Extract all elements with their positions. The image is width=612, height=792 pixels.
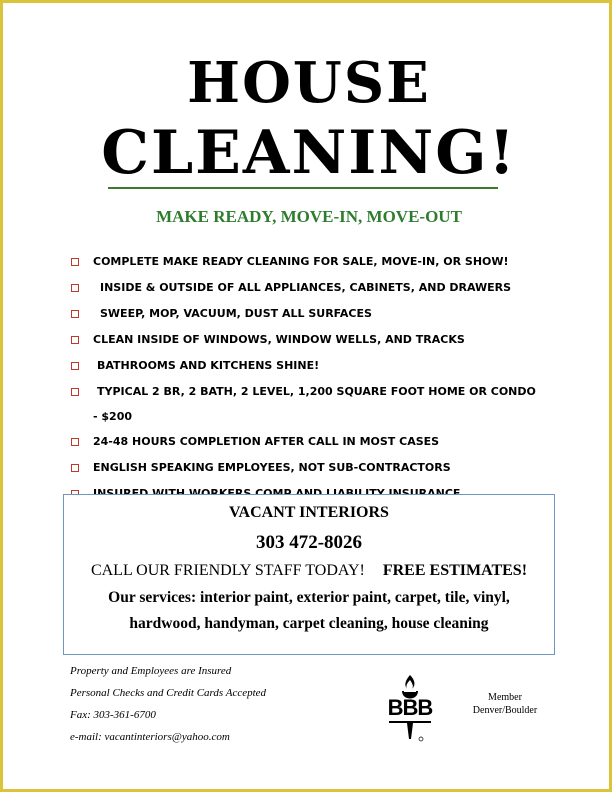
- list-item-text: 24-48 HOURS COMPLETION AFTER CALL IN MOST CASES: [93, 435, 440, 448]
- list-item: [71, 353, 551, 379]
- phone-number[interactable]: 303 472-8026: [255, 532, 363, 553]
- list-item-text: ENGLISH SPEAKING EMPLOYEES, NOT SUB-CONTRACTORS: [93, 461, 451, 474]
- title-line-1: HOUSE: [187, 50, 431, 116]
- list-item-text: COMPLETE MAKE READY CLEANING FOR SALE, MOVE-IN, OR SHOW!: [93, 255, 509, 268]
- title-divider: [108, 187, 498, 189]
- fax-number: Fax: 303-361-6700: [70, 709, 156, 721]
- member-location: Denver/Boulder: [472, 705, 538, 716]
- title-line-2: CLEANING!: [101, 118, 517, 188]
- list-item: [71, 301, 551, 327]
- square-bullet-icon: [71, 258, 79, 266]
- list-item-text: CLEAN INSIDE OF WINDOWS, WINDOW WELLS, AND TRACKS: [93, 333, 465, 346]
- square-bullet-icon: [71, 362, 79, 370]
- list-item: [71, 455, 551, 481]
- payments-text: Personal Checks and Credit Cards Accepted: [70, 687, 267, 699]
- square-bullet-icon: [71, 464, 79, 472]
- list-item: [71, 379, 551, 429]
- list-item-text: SWEEP, MOP, VACUUM, DUST ALL SURFACES: [100, 307, 372, 320]
- call-text: CALL OUR FRIENDLY STAFF TODAY!: [90, 562, 365, 579]
- company-name: VACANT INTERIORS: [229, 504, 389, 521]
- list-item-text: BATHROOMS AND KITCHENS SHINE!: [97, 359, 320, 372]
- email-address[interactable]: e-mail: vacantinteriors@yahoo.com: [70, 731, 230, 743]
- bbb-logo-text: BBB: [387, 695, 433, 720]
- bbb-member-label: [455, 691, 555, 717]
- insured-text: Property and Employees are Insured: [70, 665, 232, 677]
- square-bullet-icon: [71, 438, 79, 446]
- square-bullet-icon: [71, 310, 79, 318]
- services-line-2: hardwood, handyman, carpet cleaning, house cleaning: [129, 615, 489, 632]
- square-bullet-icon: [71, 336, 79, 344]
- list-item-text: INSIDE & OUTSIDE OF ALL APPLIANCES, CABINETS, AND DRAWERS: [100, 281, 512, 294]
- footer-info: [70, 660, 370, 748]
- list-item: [71, 249, 551, 275]
- square-bullet-icon: [71, 388, 79, 396]
- member-text: Member: [488, 692, 522, 703]
- list-item: [71, 275, 551, 301]
- list-item: [71, 327, 551, 353]
- free-estimates-text: FREE ESTIMATES!: [382, 562, 528, 579]
- list-item: [71, 429, 551, 455]
- square-bullet-icon: [71, 284, 79, 292]
- subtitle: MAKE READY, MOVE-IN, MOVE-OUT: [156, 207, 462, 226]
- call-to-action: [64, 562, 554, 580]
- service-bullet-list: [71, 249, 551, 507]
- list-item-text: TYPICAL 2 BR, 2 BATH, 2 LEVEL, 1,200 SQUARE FOOT HOME OR CONDO - $200: [93, 385, 536, 423]
- contact-box: [63, 494, 555, 655]
- services-line-1: Our services: interior paint, exterior paint, carpet, tile, vinyl,: [108, 589, 510, 606]
